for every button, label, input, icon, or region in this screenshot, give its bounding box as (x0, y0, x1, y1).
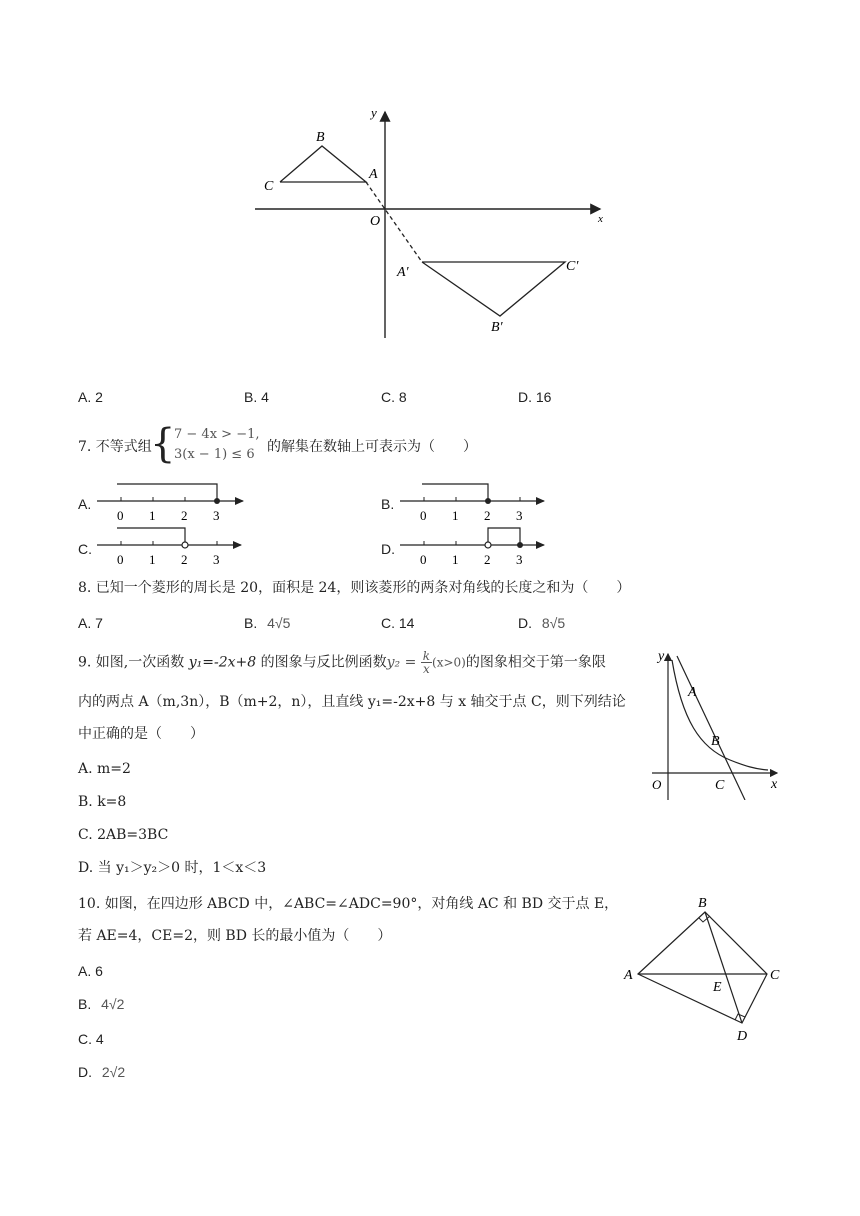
q10-diag-bd (705, 912, 742, 1023)
label-b-prime: B′ (491, 320, 503, 335)
q7-line2: 3(x − 1) ≤ 6 (174, 447, 255, 462)
q7-option-c-label: C. (78, 541, 92, 557)
figure-coordinate-triangles (240, 95, 620, 355)
q8-option-c: C. 14 (381, 615, 415, 631)
q10-line2: 若 AE=4，CE=2，则 BD 长的最小值为（ ） (78, 928, 392, 944)
q6-option-a: A. 2 (78, 389, 103, 405)
label-o: O (370, 214, 381, 229)
q9-option-c: C. 2AB=3BC (78, 827, 169, 843)
q9-fraction: $\frac{k}{x}$ (422, 649, 431, 676)
svg-text:0: 0 (117, 552, 124, 567)
q8-option-b-math: 4√5 (267, 615, 291, 631)
q6-option-d: D. 16 (518, 389, 552, 405)
svg-text:y: y (658, 649, 665, 664)
q9-line (677, 656, 745, 800)
q7-number-line-c (95, 522, 255, 568)
svg-text:B: B (698, 896, 707, 911)
q8-option-a: A. 7 (78, 615, 103, 631)
svg-text:1: 1 (149, 508, 156, 523)
label-a: A (369, 167, 378, 182)
q10-figure-quadrilateral (620, 888, 790, 1048)
q10-option-d: D. 2√2 (78, 1064, 126, 1080)
svg-text:A: A (624, 968, 633, 983)
svg-text:3: 3 (213, 552, 220, 567)
q9-line1: 9. 如图,一次函数 y₁=-2x+8 的图象与反比例函数y₂ = $\frac{k}{x}$ (x>0)的图象相交于第一象限 (78, 649, 606, 676)
svg-text:0: 0 (420, 552, 427, 567)
triangle-abc-prime (422, 262, 565, 316)
q8-stem: 8. 已知一个菱形的周长是 20，面积是 24，则该菱形的两条对角线的长度之和为（ ） (78, 580, 631, 596)
q9-option-b: B. k=8 (78, 794, 127, 810)
svg-text:2: 2 (181, 552, 188, 567)
q6-option-b: B. 4 (244, 389, 269, 405)
svg-text:D: D (737, 1029, 748, 1044)
q7-number-line-a (95, 478, 255, 524)
svg-text:1: 1 (149, 552, 156, 567)
svg-text:B: B (711, 734, 720, 749)
q6-option-c: C. 8 (381, 389, 407, 405)
q10-option-b: B. 4√2 (78, 996, 125, 1012)
q9-line3: 中正确的是（ ） (78, 726, 204, 742)
svg-text:O: O (652, 777, 662, 792)
q9-line2: 内的两点 A（m,3n），B（m+2，n），且直线 y₁=-2x+8 与 x 轴交于点 C，则下列结论 (78, 694, 626, 710)
q9-option-a: A. m=2 (78, 761, 131, 777)
q7-option-b-label: B. (381, 496, 395, 512)
q7-stem-suffix: 的解集在数轴上可表示为（ ） (267, 439, 477, 455)
label-c-prime: C′ (566, 259, 579, 274)
q7-number-line-d (398, 522, 558, 568)
svg-text:3: 3 (516, 508, 523, 523)
q8-option-d: D. 8√5 (518, 615, 566, 631)
svg-text:3: 3 (213, 508, 220, 523)
svg-text:C: C (715, 778, 725, 793)
svg-text:2: 2 (484, 508, 491, 523)
label-x: x (598, 213, 603, 225)
q7-stem-prefix: 7. 不等式组 (78, 439, 152, 455)
q10-option-a: A. 6 (78, 963, 103, 979)
q10-option-d-math: 2√2 (101, 1064, 126, 1080)
svg-text:1: 1 (452, 508, 459, 523)
label-b: B (316, 130, 325, 145)
q7-option-a-label: A. (78, 496, 92, 512)
svg-text:3: 3 (516, 552, 523, 567)
q9-figure-graphs (640, 640, 790, 800)
q7-option-d-label: D. (381, 541, 395, 557)
q10-line1: 10. 如图，在四边形 ABCD 中，∠ABC=∠ADC=90°，对角线 AC 和 BD 交于点 E， (78, 896, 619, 912)
q7-line1: 7 − 4x > −1, (174, 427, 260, 442)
q7-number-line-b (398, 478, 558, 524)
svg-text:0: 0 (117, 508, 124, 523)
q10-option-b-math: 4√2 (101, 996, 125, 1012)
svg-text:x: x (771, 777, 778, 792)
label-c: C (264, 179, 274, 194)
q10-option-c: C. 4 (78, 1031, 104, 1047)
q7-brace: { (150, 421, 176, 467)
q9-option-d: D. 当 y₁＞y₂＞0 时，1＜x＜3 (78, 860, 267, 876)
svg-text:2: 2 (181, 508, 188, 523)
svg-text:C: C (770, 968, 780, 983)
svg-text:1: 1 (452, 552, 459, 567)
q8-option-d-math: 8√5 (541, 615, 566, 631)
svg-text:0: 0 (420, 508, 427, 523)
label-y: y (371, 105, 377, 120)
q8-option-b: B. 4√5 (244, 615, 291, 631)
svg-text:E: E (713, 980, 722, 995)
label-a-prime: A′ (397, 265, 409, 280)
svg-text:A: A (688, 685, 697, 700)
svg-text:2: 2 (484, 552, 491, 567)
q10-quad (638, 912, 767, 1023)
triangle-abc (280, 146, 366, 182)
